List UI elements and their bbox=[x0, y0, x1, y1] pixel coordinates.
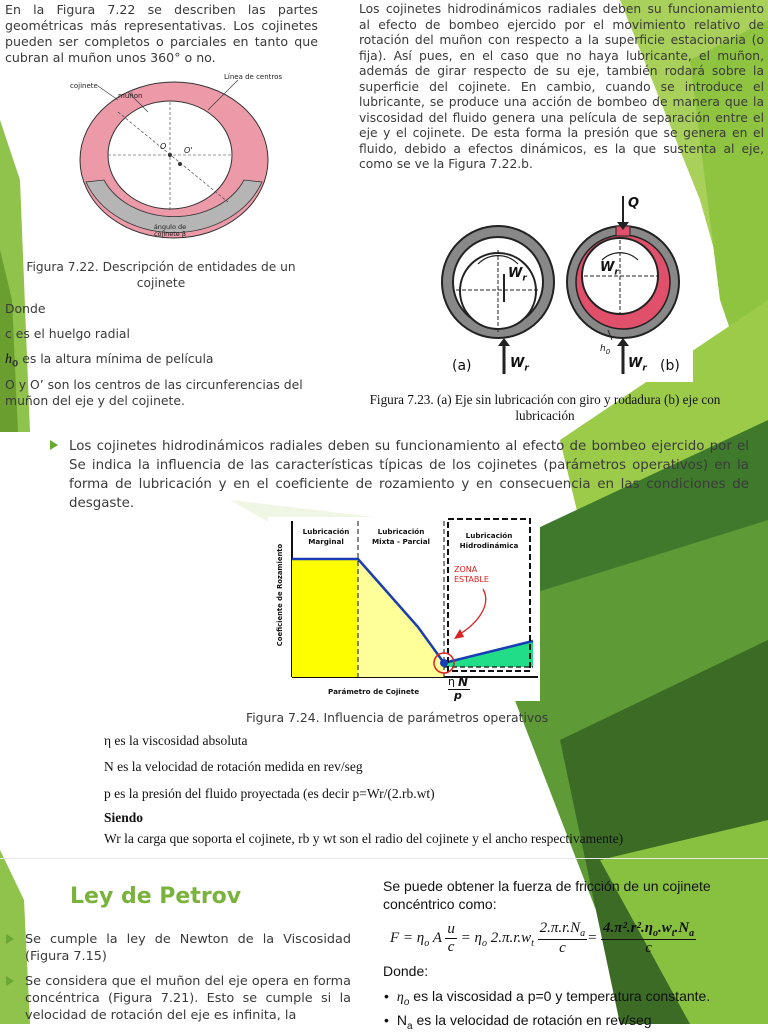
chart-label-zona-estable bbox=[454, 565, 508, 585]
donde-label: Donde bbox=[5, 301, 46, 316]
label-wr-a-bottom-w: W bbox=[510, 356, 525, 371]
chart-n-label: N bbox=[458, 675, 469, 689]
label-q: Q bbox=[628, 196, 640, 211]
h0-symbol: h bbox=[5, 352, 12, 367]
formula-u: u bbox=[447, 921, 455, 937]
h0-subscript: 0 bbox=[12, 359, 19, 370]
formula-item-1 bbox=[384, 1012, 652, 1032]
figure-7-24-caption: Figura 7.24. Influencia de parámetros operativos bbox=[246, 710, 549, 725]
figure-7-22-caption: Figura 7.22. Descripción de entidades de un cojinete bbox=[26, 260, 296, 290]
chart-eta-label: η bbox=[448, 675, 455, 688]
bullet-dot-icon: • bbox=[384, 988, 389, 1004]
label-b: (b) bbox=[660, 358, 680, 374]
formula-num4-w: .w bbox=[658, 920, 672, 936]
formula-item-0-sym: η bbox=[396, 990, 404, 1005]
formula-num3-main: 2.π.r.N bbox=[539, 920, 581, 936]
formula-item-0-text: es la viscosidad a p=0 y temperatura constante. bbox=[409, 988, 711, 1004]
label-wr-a-bottom-sub: r bbox=[524, 363, 529, 374]
label-wr-a-bottom bbox=[510, 356, 529, 374]
figure-7-24-chart bbox=[268, 517, 540, 701]
label-linea-centros: Línea de centros bbox=[224, 73, 283, 81]
label-wr-b bbox=[600, 260, 619, 278]
label-cojinete: cojinete bbox=[70, 82, 98, 90]
label-munon: muñon bbox=[118, 92, 143, 100]
chart-xlabel: Parámetro de Cojinete bbox=[328, 687, 420, 696]
chart-label-mixta-2: Mixta - Parcial bbox=[371, 537, 431, 546]
friction-formula bbox=[390, 920, 696, 957]
label-wr-b-bottom bbox=[628, 356, 647, 374]
formula-den3: c bbox=[559, 940, 566, 956]
formula-num4-sub-a: a bbox=[689, 928, 695, 939]
formula-lhs-sub: o bbox=[424, 937, 430, 949]
label-h0 bbox=[600, 344, 610, 356]
formula-eq2-sub: o bbox=[481, 937, 487, 949]
formula-third-fraction bbox=[538, 920, 587, 957]
n-definition: N es la velocidad de rotación medida en rev/seg bbox=[104, 759, 363, 774]
formula-num4-sub-t: t bbox=[671, 928, 675, 939]
ley-de-petrov-heading: Ley de Petrov bbox=[70, 884, 242, 909]
formula-mid-sub: t bbox=[531, 937, 534, 949]
chart-label-mixta-1: Lubricación bbox=[377, 527, 425, 536]
formula-item-1-text: es la velocidad de rotación en rev/seg bbox=[412, 1012, 652, 1028]
label-wr-b-bottom-sub: r bbox=[642, 363, 647, 374]
formula-donde-label: Donde: bbox=[383, 963, 429, 979]
label-h0-h: h bbox=[600, 344, 606, 354]
bearing-comparison-diagram bbox=[434, 194, 693, 382]
label-o: O bbox=[160, 142, 167, 151]
chart-label-zona-1: ZONA bbox=[454, 565, 478, 574]
formula-num4 bbox=[601, 920, 696, 940]
formula-item-1-sym: N bbox=[396, 1012, 408, 1028]
label-wr-b-w: W bbox=[600, 260, 615, 275]
wr-definition: Wr la carga que soporta el cojinete, rb y wt son el radio del cojinete y el ancho respectivamente) bbox=[104, 831, 624, 846]
petrov-bullet-1 bbox=[6, 931, 351, 965]
formula-item-0 bbox=[384, 988, 710, 1008]
petrov-bullet-2-text: Se considera que el muñon del eje opera en forma concéntrica (Figura 7.21). Esto se cumple si la velocidad de rotación del eje es infinita, la bbox=[25, 974, 351, 1023]
figure-7-23-caption: Figura 7.23. (a) Eje sin lubricación con giro y rodadura (b) eje con lubricación bbox=[369, 392, 721, 423]
formula-eq3: = bbox=[587, 929, 598, 946]
formula-num4-n: .N bbox=[674, 920, 690, 936]
siendo-label: Siendo bbox=[104, 810, 144, 825]
chart-ylabel: Coeficiente de Rozamiento bbox=[276, 543, 284, 647]
formula-c: c bbox=[447, 939, 455, 955]
formula-lhs: F = η bbox=[390, 929, 425, 946]
formula-den4: c bbox=[645, 940, 652, 956]
formula-num4-main: 4.π².r².η bbox=[603, 920, 654, 936]
formula-eq2: = η bbox=[456, 929, 482, 946]
formula-num3-sub: a bbox=[580, 928, 586, 939]
chart-label-hidro-1: Lubricación bbox=[465, 531, 513, 540]
middle-bullet-text: Los cojinetes hidrodinámicos radiales deben su funcionamiento al efecto de bombeo ejercido por el Se indica la influencia de las características típicas de los cojinetes (parámetros operativos) en la forma de lubricación y en el coeficiente de rozamiento y en consecuencia en las condiciones de desgaste. bbox=[69, 439, 749, 511]
eta-definition: η es la viscosidad absoluta bbox=[104, 733, 248, 748]
p-definition: p es la presión del fluido proyectada (es decir p=Wr/(2.rb.wt) bbox=[104, 786, 435, 801]
h0-definition-text: es la altura mínima de película bbox=[18, 351, 214, 366]
figure-7-23 bbox=[434, 194, 693, 382]
formula-num3 bbox=[538, 920, 587, 940]
formula-item-1-sub: a bbox=[407, 1020, 413, 1032]
bullet-triangle-icon bbox=[6, 934, 14, 944]
hydrodynamic-paragraph: Los cojinetes hidrodinámicos radiales deben su funcionamiento al efecto de bombeo ejercido por el movimiento relativo de rotación del muñon con respecto a la superficie estacionaria (o fija). Así pues, en el caso que no haya lubricante, el muñon, además de girar respecto de su eje, también rodará sobre la superficie del cojinete. En cambio, cuando se introduce el lubricante, se produce una acción de bombeo de manera que la viscosidad del fluido genera una película de separación entre el eje y el cojinete. De esta forma la presión que se genera en el fluido, debido a efectos dinámicos, es la que sustenta al eje, como se ve la Figura 7.22.b. bbox=[359, 2, 764, 171]
bullet-triangle-icon bbox=[50, 440, 58, 450]
label-a: (a) bbox=[452, 358, 472, 374]
formula-a: A bbox=[429, 929, 446, 946]
petrov-bullet-2 bbox=[6, 973, 351, 1024]
c-definition: c es el huelgo radial bbox=[5, 326, 130, 341]
bullet-dot-icon: • bbox=[384, 1012, 389, 1028]
section-divider bbox=[0, 858, 768, 859]
friction-force-intro: Se puede obtener la fuerza de fricción de un cojinete concéntrico como: bbox=[383, 878, 711, 912]
label-wr-a-sub: r bbox=[522, 273, 527, 284]
formula-u-over-c bbox=[445, 921, 457, 956]
h0-definition bbox=[5, 351, 213, 372]
label-wr-b-sub: r bbox=[614, 267, 619, 278]
o-definition: O y O’ son los centros de las circunferencias del muñon del eje y del cojinete. bbox=[5, 377, 303, 408]
label-h0-sub: 0 bbox=[605, 347, 611, 356]
intro-paragraph: En la Figura 7.22 se describen las partes geométricas más representativas. Los cojinetes pueden ser completos o parciales en tanto que cubran al muñon unos 360° o no. bbox=[5, 2, 318, 65]
chart-label-marginal-1: Lubricación bbox=[302, 527, 350, 536]
label-o-prime: O' bbox=[184, 146, 193, 155]
figure-7-22 bbox=[68, 72, 294, 248]
chart-label-mixta bbox=[362, 527, 440, 547]
chart-label-hidro-2: Hidrodinámica bbox=[459, 541, 519, 550]
chart-label-zona-2: ESTABLE bbox=[454, 575, 489, 584]
formula-item-0-sub: o bbox=[403, 996, 410, 1008]
chart-label-hidro bbox=[450, 531, 528, 551]
bearing-diagram bbox=[68, 72, 294, 248]
chart-p-label: p bbox=[454, 689, 462, 702]
label-wr-b-bottom-w: W bbox=[628, 356, 643, 371]
label-wr-a-w: W bbox=[508, 266, 523, 281]
label-wr-a bbox=[508, 266, 527, 284]
petrov-bullet-1-text: Se cumple la ley de Newton de la Viscosidad (Figura 7.15) bbox=[25, 932, 351, 964]
chart-label-marginal-2: Marginal bbox=[308, 537, 344, 546]
formula-fourth-fraction bbox=[601, 920, 696, 957]
formula-num4-sub-o: o bbox=[653, 928, 659, 939]
chart-label-marginal bbox=[296, 527, 356, 547]
bullet-triangle-icon bbox=[6, 976, 14, 986]
label-angulo: ángulo de cojinete β bbox=[153, 223, 187, 238]
middle-bullet bbox=[50, 437, 753, 513]
formula-mid: 2.π.r.w bbox=[486, 929, 532, 946]
